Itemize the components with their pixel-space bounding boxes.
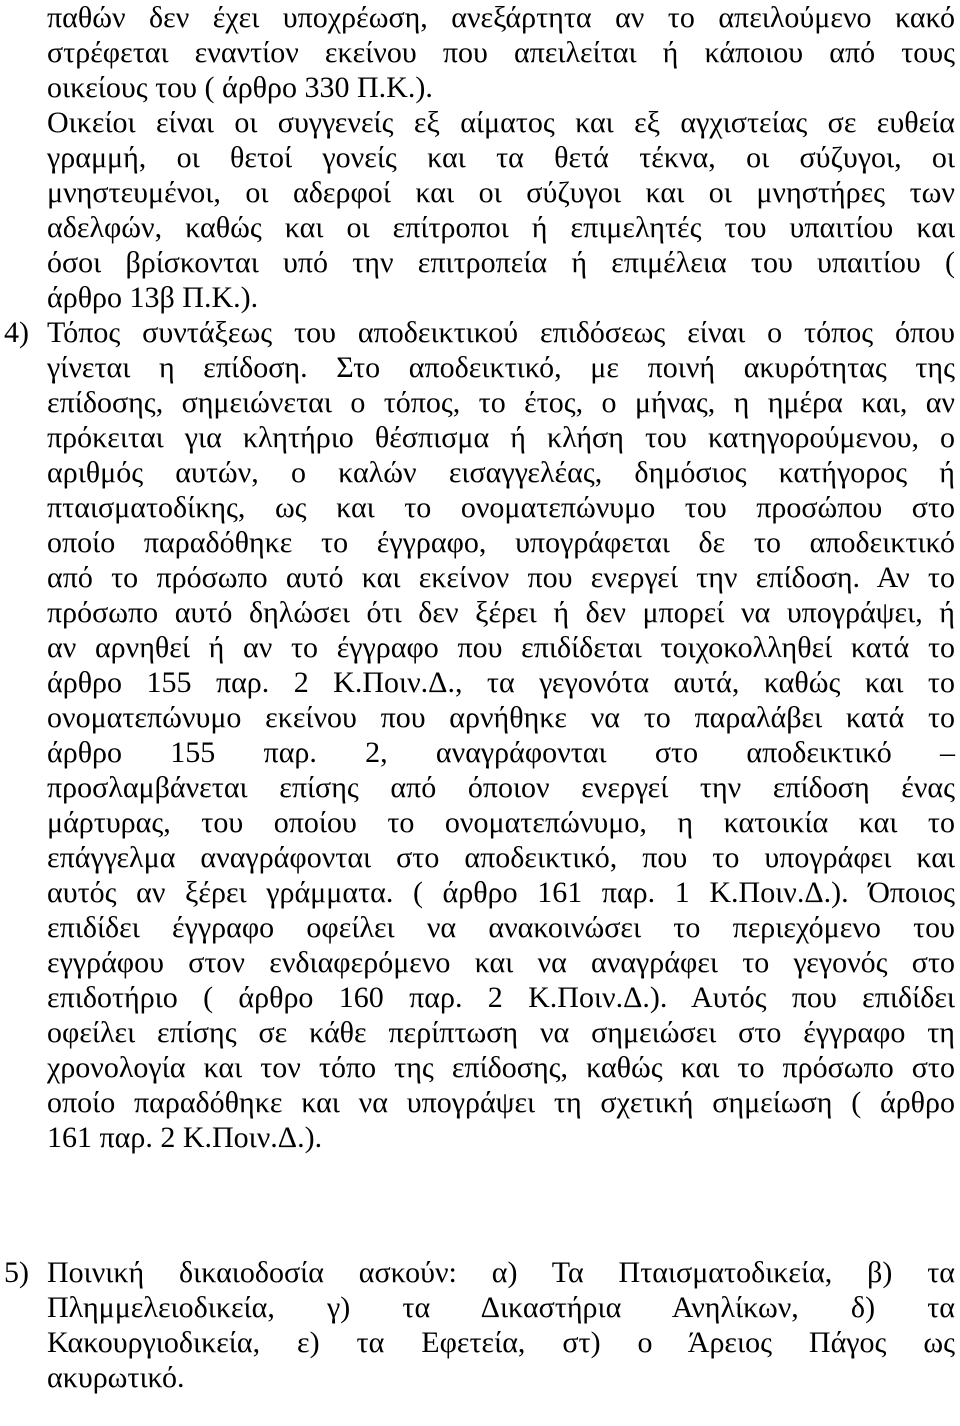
text-line: από το πρόσωπο αυτό και εκείνον που ενεργεί την επίδοση. Αν το bbox=[47, 561, 955, 594]
text-line: όσοι βρίσκονται υπό την επιτροπεία ή επιμέλεια του υπαιτίου ( bbox=[47, 246, 955, 279]
text-line: Τόπος συντάξεως του αποδεικτικού επιδόσεως είναι ο τόπος όπου bbox=[47, 316, 955, 349]
list-number: 5) bbox=[4, 1256, 29, 1289]
text-line: πρόκειται για κλητήριο θέσπισμα ή κλήση του κατηγορούμενου, ο bbox=[47, 421, 955, 454]
list-number: 4) bbox=[4, 316, 29, 349]
text-line: στρέφεται εναντίον εκείνου που απειλείται ή κάποιου από τους bbox=[47, 36, 955, 69]
text-line: πρόσωπο αυτό δηλώσει ότι δεν ξέρει ή δεν μπορεί να υπογράψει, ή bbox=[47, 596, 955, 629]
text-line: ονοματεπώνυμο εκείνου που αρνήθηκε να το παραλάβει κατά το bbox=[47, 701, 955, 734]
text-line: αν αρνηθεί ή αν το έγγραφο που επιδίδεται τοιχοκολληθεί κατά το bbox=[47, 631, 955, 664]
text-line: Οικείοι είναι οι συγγενείς εξ αίματος και εξ αγχιστείας σε ευθεία bbox=[47, 106, 955, 139]
text-line: άρθρο 155 παρ. 2, αναγράφονται στο αποδεικτικό – bbox=[47, 736, 955, 769]
text-line: οικείους του ( άρθρο 330 Π.Κ.). bbox=[47, 71, 433, 104]
text-line: επιδοτήριο ( άρθρο 160 παρ. 2 Κ.Ποιν.Δ.). Αυτός που επιδίδει bbox=[47, 981, 955, 1014]
text-line: πταισματοδίκης, ως και το ονοματεπώνυμο του προσώπου στο bbox=[47, 491, 955, 524]
text-line: επάγγελμα αναγράφονται στο αποδεικτικό, που το υπογράφει και bbox=[47, 841, 955, 874]
text-line: μάρτυρας, του οποίου το ονοματεπώνυμο, η κατοικία και το bbox=[47, 806, 955, 839]
text-line: 161 παρ. 2 Κ.Ποιν.Δ.). bbox=[47, 1121, 323, 1154]
text-line: οποίο παραδόθηκε και να υπογράψει τη σχετική σημείωση ( άρθρο bbox=[47, 1086, 955, 1119]
text-line: γίνεται η επίδοση. Στο αποδεικτικό, με ποινή ακυρότητας της bbox=[47, 351, 955, 384]
text-line: Κακουργιοδικεία, ε) τα Εφετεία, στ) ο Άρειος Πάγος ως bbox=[47, 1326, 955, 1359]
text-line: Πλημμελειοδικεία, γ) τα Δικαστήρια Ανηλίκων, δ) τα bbox=[47, 1291, 955, 1324]
text-line: οφείλει επίσης σε κάθε περίπτωση να σημειώσει στο έγγραφο τη bbox=[47, 1016, 955, 1049]
text-line: αυτός αν ξέρει γράμματα. ( άρθρο 161 παρ. 1 Κ.Ποιν.Δ.). Όποιος bbox=[47, 876, 955, 909]
text-line: επίδοσης, σημειώνεται ο τόπος, το έτος, ο μήνας, η ημέρα και, αν bbox=[47, 386, 955, 419]
text-line: ακυρωτικό. bbox=[47, 1361, 185, 1394]
text-line: μνηστευμένοι, οι αδερφοί και οι σύζυγοι και οι μνηστήρες των bbox=[47, 176, 955, 209]
text-line: επιδίδει έγγραφο οφείλει να ανακοινώσει το περιεχόμενο του bbox=[47, 911, 955, 944]
text-line: Ποινική δικαιοδοσία ασκούν: α) Τα Πταισματοδικεία, β) τα bbox=[47, 1256, 955, 1289]
text-line: άρθρο 13β Π.Κ.). bbox=[47, 281, 259, 314]
text-line: χρονολογία και τον τόπο της επίδοσης, καθώς και το πρόσωπο στο bbox=[47, 1051, 955, 1084]
text-line: άρθρο 155 παρ. 2 Κ.Ποιν.Δ., τα γεγονότα αυτά, καθώς και το bbox=[47, 666, 955, 699]
text-line: προσλαμβάνεται επίσης από όποιον ενεργεί την επίδοση ένας bbox=[47, 771, 955, 804]
text-line: εγγράφου στον ενδιαφερόμενο και να αναγράφει το γεγονός στο bbox=[47, 946, 955, 979]
text-line: αδελφών, καθώς και οι επίτροποι ή επιμελητές του υπαιτίου και bbox=[47, 211, 955, 244]
text-line: παθών δεν έχει υποχρέωση, ανεξάρτητα αν το απειλούμενο κακό bbox=[47, 1, 955, 34]
text-line: αριθμός αυτών, ο καλών εισαγγελέας, δημόσιος κατήγορος ή bbox=[47, 456, 955, 489]
text-line: γραμμή, οι θετοί γονείς και τα θετά τέκνα, οι σύζυγοι, οι bbox=[47, 141, 955, 174]
text-line: οποίο παραδόθηκε το έγγραφο, υπογράφεται δε το αποδεικτικό bbox=[47, 526, 955, 559]
